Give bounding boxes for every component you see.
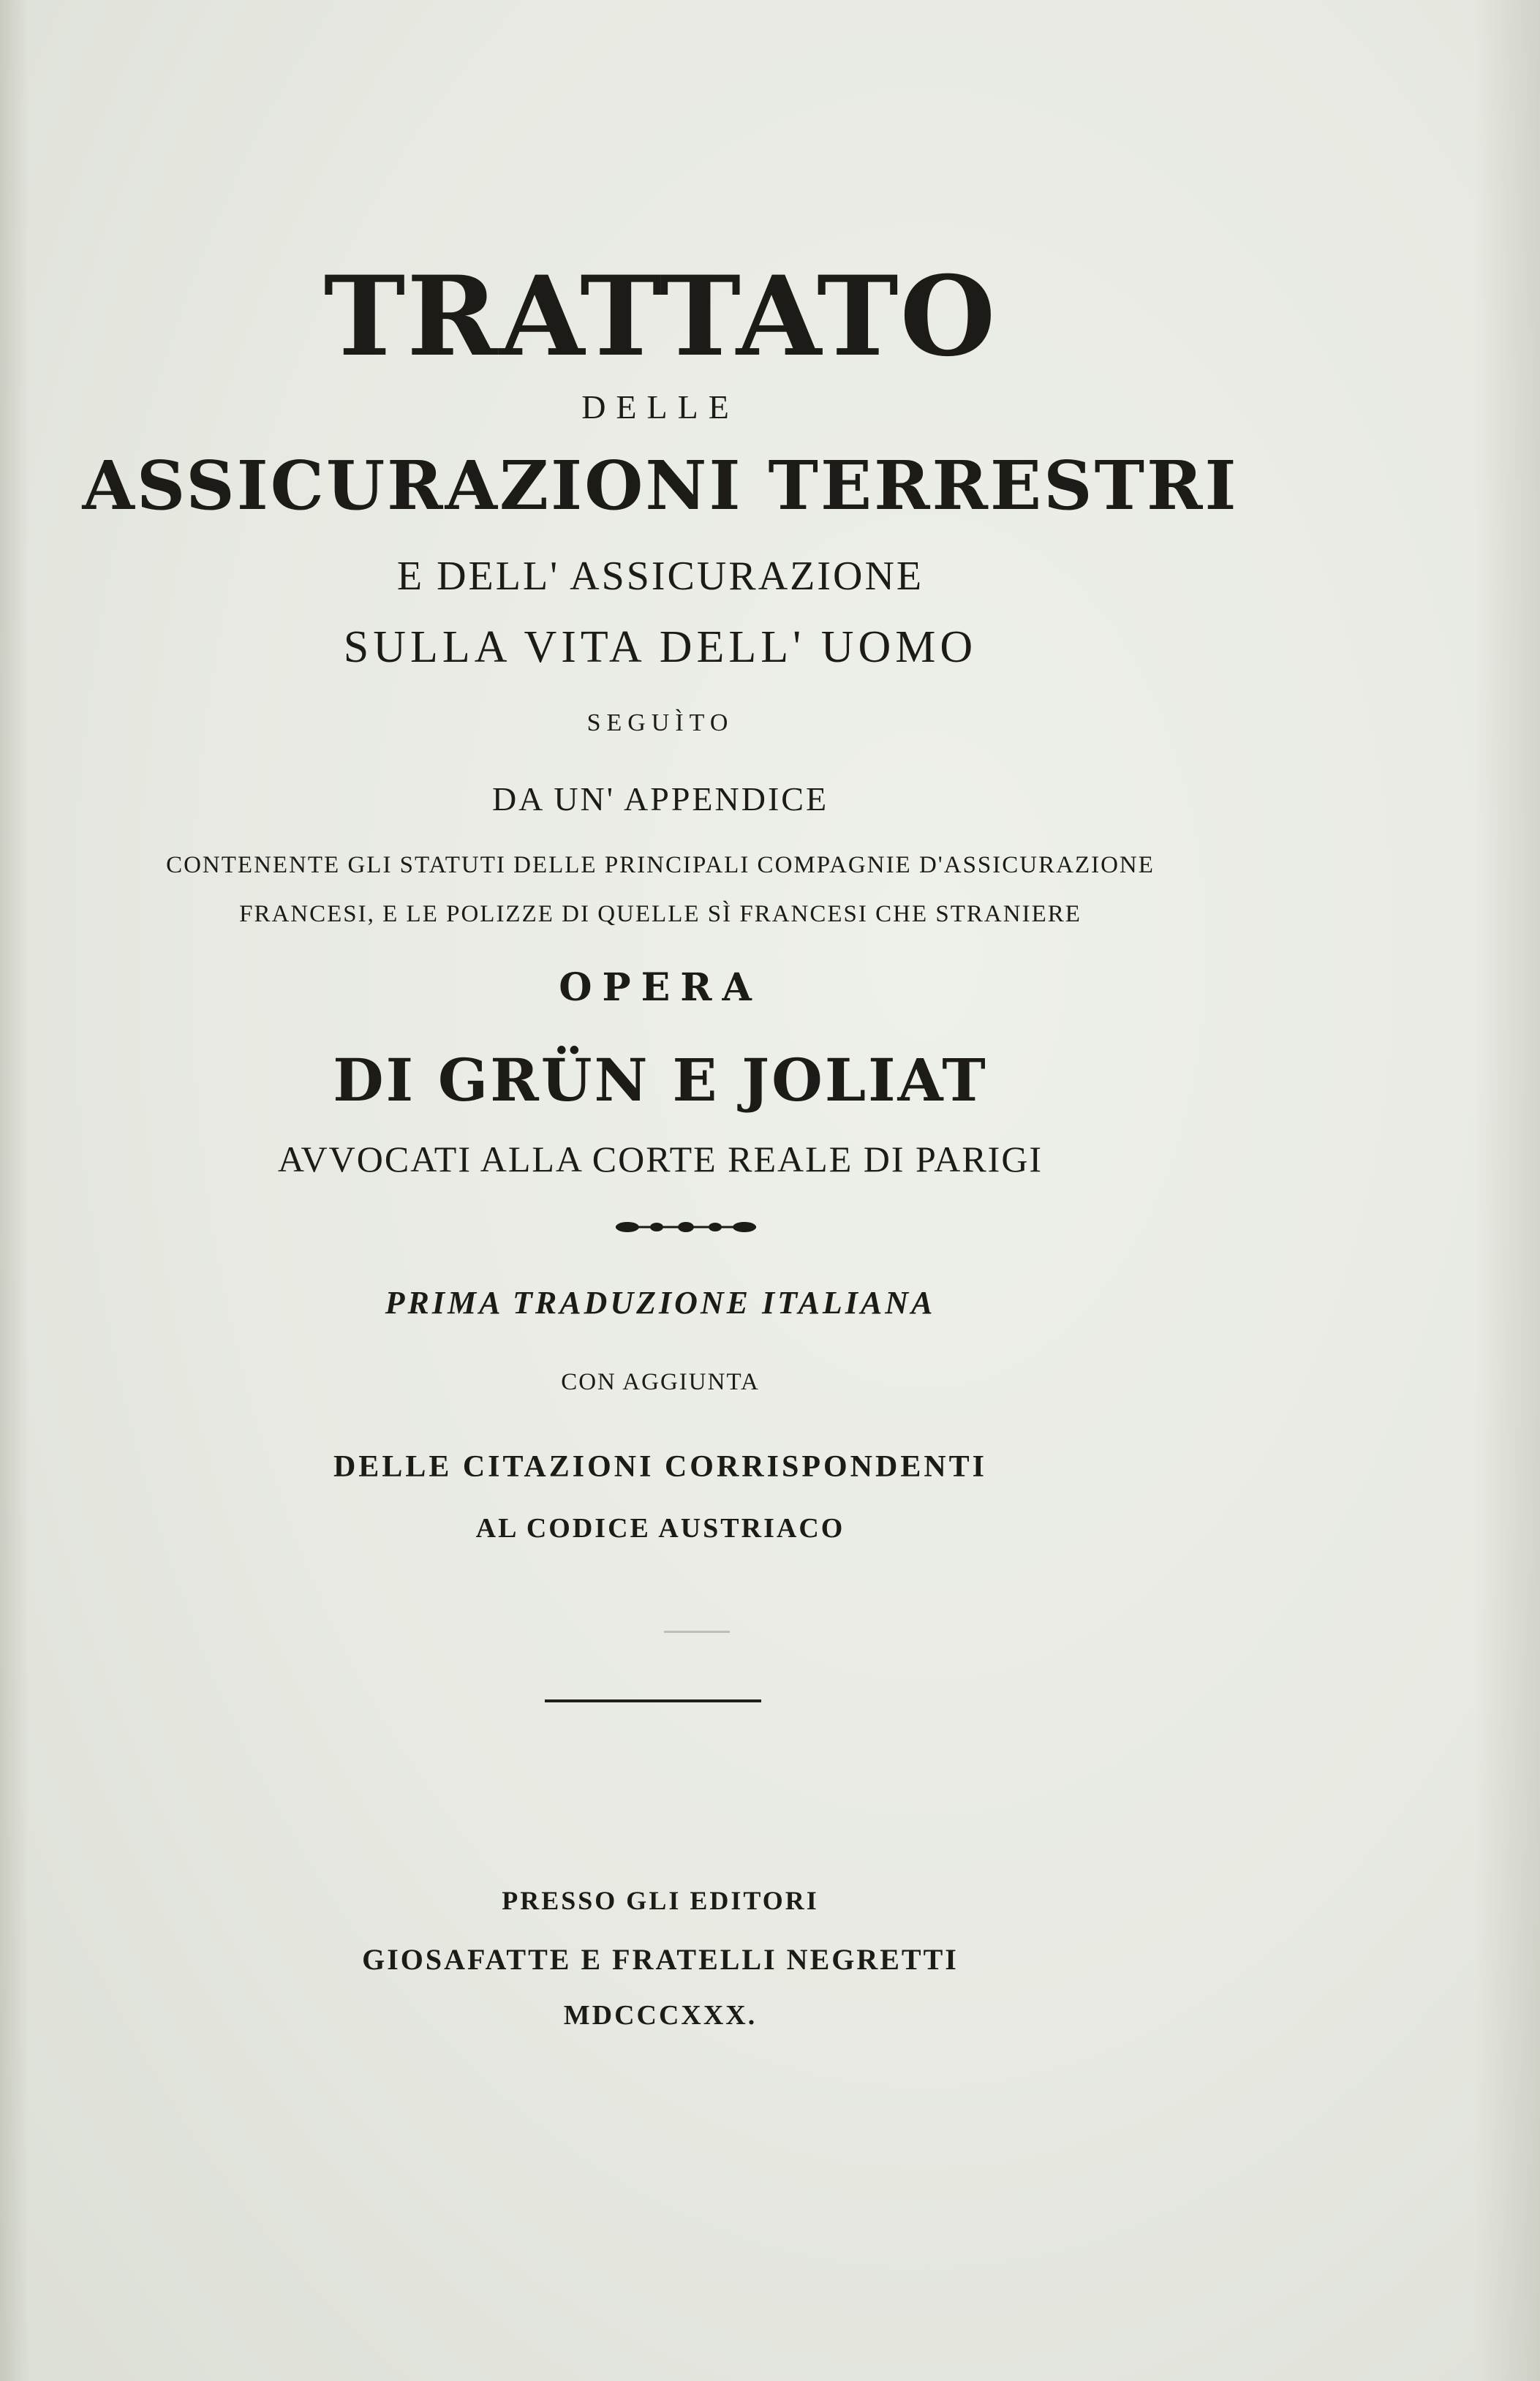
- subject-title: ASSICURAZIONI TERRESTRI: [82, 446, 1239, 525]
- appendix-desc-1: CONTENENTE GLI STATUTI DELLE PRINCIPALI COMPAGNIE D'ASSICURAZIONE: [166, 852, 1155, 878]
- publisher-line-2: GIOSAFATTE E FRATELLI NEGRETTI: [362, 1943, 959, 1976]
- appendix-desc-2: FRANCESI, E LE POLIZZE DI QUELLE SÌ FRANCESI CHE STRANIERE: [239, 901, 1082, 927]
- subject-line-2: E DELL' ASSICURAZIONE: [396, 554, 924, 599]
- appendix-line: DA UN' APPENDICE: [491, 780, 829, 818]
- publisher-line-1: PRESSO GLI EDITORI: [502, 1886, 819, 1915]
- ornament-divider-icon: [613, 1218, 759, 1236]
- authors-description: AVVOCATI ALLA CORTE REALE DI PARIGI: [277, 1139, 1043, 1180]
- authors-line: DI GRÜN E JOLIAT: [333, 1046, 988, 1114]
- seguito-line: SEGUÌTO: [586, 709, 734, 736]
- subject-line-3: SULLA VITA DELL' UOMO: [343, 622, 978, 672]
- long-rule: [545, 1699, 761, 1702]
- opera-line: OPERA: [559, 965, 762, 1010]
- addition-line: CON AGGIUNTA: [561, 1369, 760, 1395]
- publication-year: MDCCCXXX.: [563, 2000, 758, 2031]
- page-edge-shadow: [1474, 0, 1540, 2381]
- code-line: AL CODICE AUSTRIACO: [475, 1513, 845, 1544]
- main-title: TRATTATO: [323, 252, 997, 381]
- short-rule: [664, 1631, 730, 1633]
- citations-line: DELLE CITAZIONI CORRISPONDENTI: [333, 1450, 988, 1484]
- delle-line: DELLE: [581, 388, 739, 426]
- translation-line: PRIMA TRADUZIONE ITALIANA: [385, 1285, 936, 1321]
